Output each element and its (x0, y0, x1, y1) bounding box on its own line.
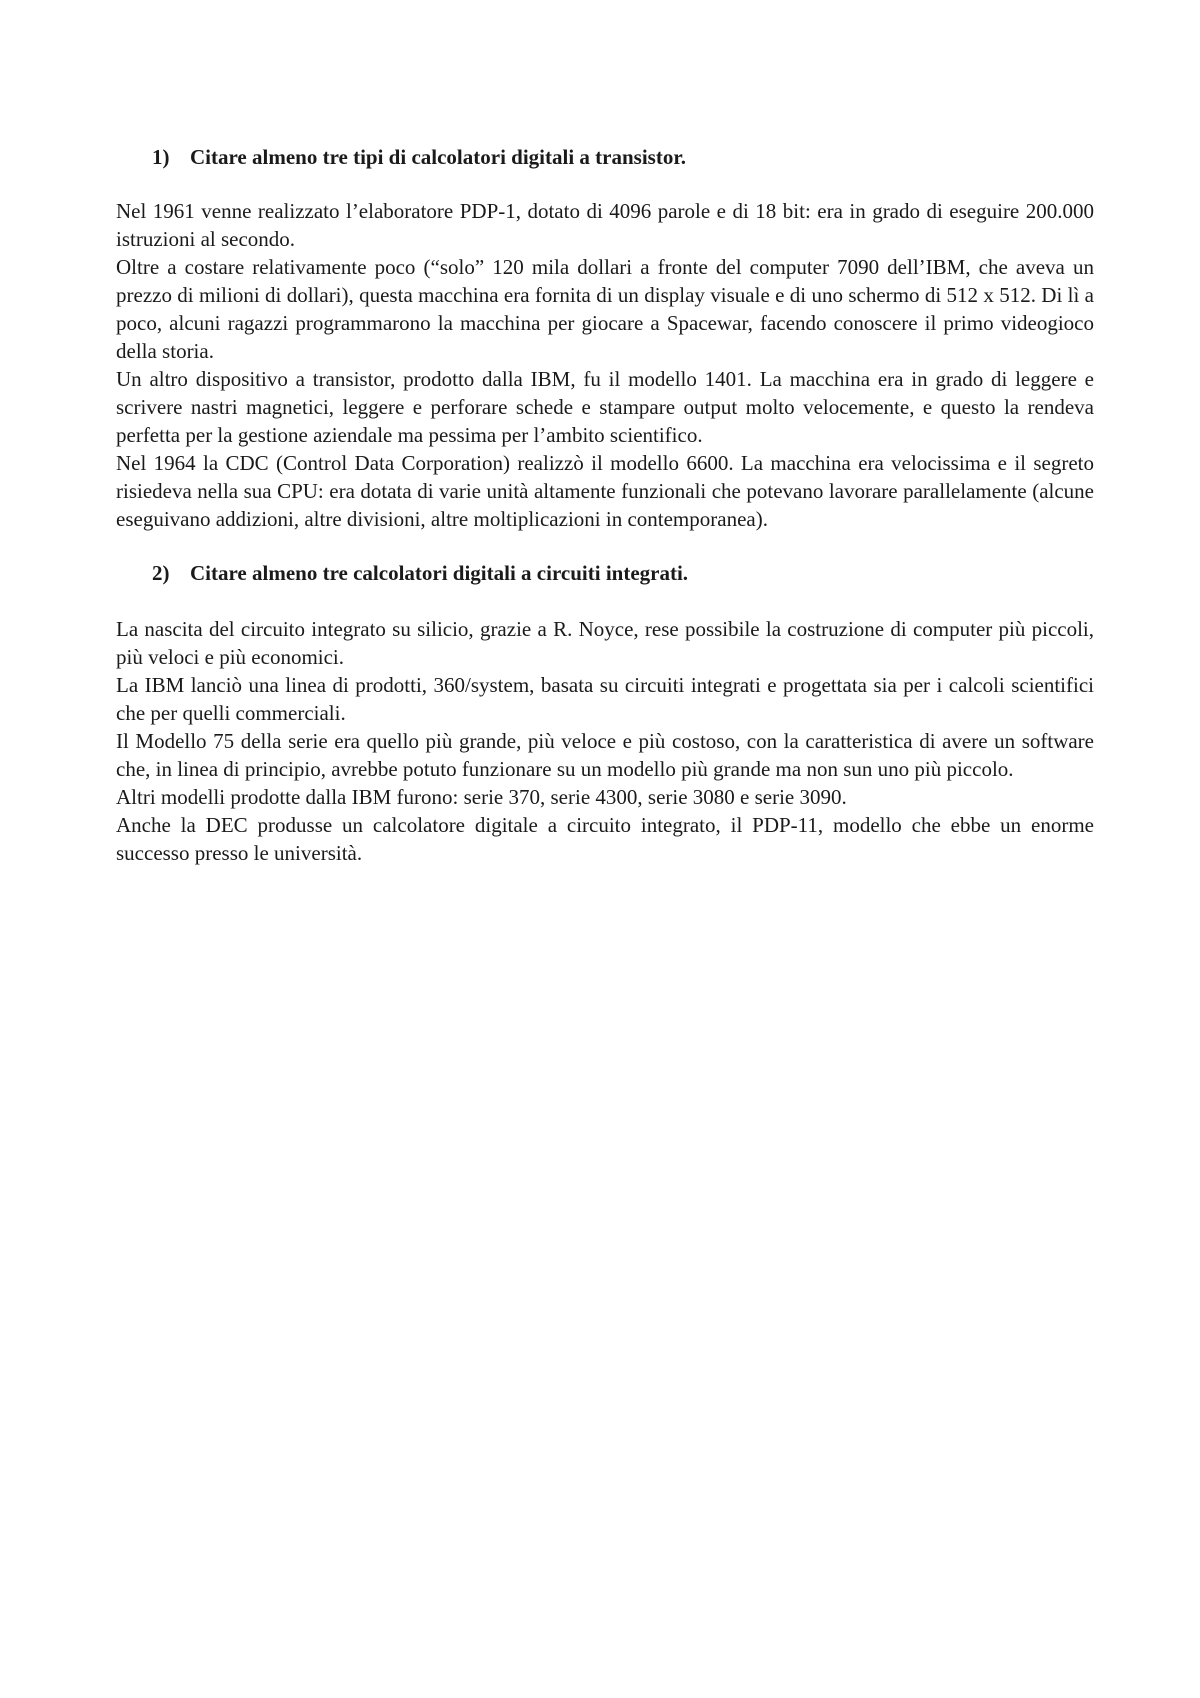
section-1-paragraph-4: Nel 1964 la CDC (Control Data Corporation) realizzò il modello 6600. La macchina era velocissima e il segreto risiedeva nella sua CPU: era dotata di varie unità altamente funzionali che potevano lavorare parallelamente (alcune eseguivano addizioni, altre divisioni, altre moltiplicazioni in contemporanea). (116, 451, 1094, 531)
section-2-number: 2) (152, 561, 170, 585)
section-1-title: Citare almeno tre tipi di calcolatori digitali a transistor. (190, 145, 686, 169)
section-1-number: 1) (152, 145, 170, 169)
section-2-paragraph-3: Il Modello 75 della serie era quello più grande, più veloce e più costoso, con la caratteristica di avere un software che, in linea di principio, avrebbe potuto funzionare su un modello più grande ma non sun uno più piccolo. (116, 729, 1094, 781)
section-1-paragraph-2: Oltre a costare relativamente poco (“solo” 120 mila dollari a fronte del computer 7090 dell’IBM, che aveva un prezzo di milioni di dollari), questa macchina era fornita di un display visuale e di uno schermo di 512 x 512. Di lì a poco, alcuni ragazzi programmarono la macchina per giocare a Spacewar, facendo conoscere il primo videogioco della storia. (116, 255, 1094, 363)
section-2-title: Citare almeno tre calcolatori digitali a circuiti integrati. (190, 561, 689, 585)
section-1-paragraph-3: Un altro dispositivo a transistor, prodotto dalla IBM, fu il modello 1401. La macchina era in grado di leggere e scrivere nastri magnetici, leggere e perforare schede e stampare output molto velocemente, e questo la rendeva perfetta per la gestione aziendale ma pessima per l’ambito scientifico. (116, 367, 1094, 447)
document-body (116, 143, 1094, 867)
section-1-paragraph-1: Nel 1961 venne realizzato l’elaboratore PDP-1, dotato di 4096 parole e di 18 bit: era in grado di eseguire 200.000 istruzioni al secondo. (116, 199, 1094, 251)
section-2-heading (116, 559, 1094, 587)
section-2-paragraph-5: Anche la DEC produsse un calcolatore digitale a circuito integrato, il PDP-11, modello che ebbe un enorme successo presso le università. (116, 813, 1094, 865)
section-2-paragraph-2: La IBM lanciò una linea di prodotti, 360/system, basata su circuiti integrati e progettata sia per i calcoli scientifici che per quelli commerciali. (116, 673, 1094, 725)
section-2-paragraph-1: La nascita del circuito integrato su silicio, grazie a R. Noyce, rese possibile la costruzione di computer più piccoli, più veloci e più economici. (116, 617, 1094, 669)
section-2-paragraph-4: Altri modelli prodotte dalla IBM furono: serie 370, serie 4300, serie 3080 e serie 3090. (116, 785, 847, 809)
section-1-heading (116, 143, 1094, 171)
